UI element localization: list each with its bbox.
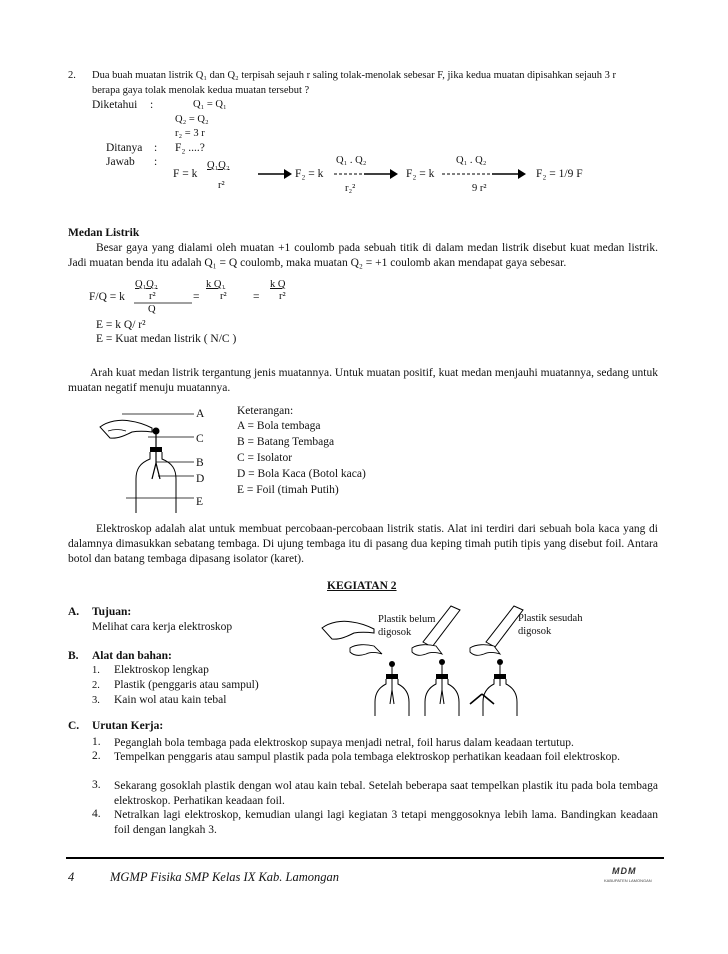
- ditanya-value: F₂ ....?: [175, 142, 205, 154]
- step3-numerator: Q₁ . Q₂: [456, 155, 487, 166]
- e-definition: E = Kuat medan listrik ( N/C ): [96, 333, 237, 345]
- diketahui-colon: :: [150, 99, 154, 111]
- section-a-letter: A.: [68, 606, 80, 618]
- footer-rule: [66, 856, 666, 860]
- step3-denominator: 9 r²: [472, 183, 487, 194]
- b-item: Elektroskop lengkap: [114, 664, 209, 676]
- f3-numerator: k Q: [270, 279, 286, 290]
- label-plastik-sesudah: Plastik sesudah: [518, 613, 583, 624]
- section-a-title: Tujuan:: [92, 606, 132, 618]
- page-number: 4: [68, 870, 75, 884]
- step1-numerator: Q₁Q₂: [207, 160, 230, 171]
- label-plastik-sesudah-2: digosok: [518, 626, 552, 637]
- problem-number: 2.: [68, 70, 76, 81]
- equals-sign: =: [193, 291, 200, 303]
- step4-result: F₂ = 1/9 F: [536, 168, 583, 180]
- step2-denominator: r₂²: [345, 183, 356, 194]
- diagram-letter-a: A: [196, 408, 205, 420]
- equals-sign: =: [253, 291, 260, 303]
- fraction-bar-dashed: [334, 172, 364, 176]
- label-plastik-belum: Plastik belum: [378, 614, 436, 625]
- fraction-bar: [134, 302, 194, 305]
- jawab-colon: :: [154, 156, 158, 168]
- keterangan-item: B = Batang Tembaga: [237, 436, 335, 448]
- arrow-icon: [364, 168, 398, 180]
- b-item: Plastik (penggaris atau sampul): [114, 679, 259, 691]
- step2-numerator: Q₁ . Q₂: [336, 155, 367, 166]
- keterangan-item: A = Bola tembaga: [237, 420, 321, 432]
- footer-logo-sub: KABUPATEN LAMONGAN: [604, 878, 652, 883]
- ditanya-label: Ditanya: [106, 142, 143, 154]
- step2-lhs: F₂ = k: [295, 168, 324, 180]
- given-q2: Q₂ = Q₂: [175, 114, 209, 125]
- diagram-letter-d: D: [196, 473, 205, 485]
- footer-logo: MDM: [612, 866, 637, 876]
- arrow-icon: [492, 168, 526, 180]
- e-formula: E = k Q/ r²: [96, 319, 146, 331]
- c-item: Peganglah bola tembaga pada elektroskop supaya menjadi netral, foil harus dalam keadaan tertutup.: [114, 737, 574, 749]
- section-c-letter: C.: [68, 720, 80, 732]
- diketahui-label: Diketahui: [92, 99, 138, 111]
- section-a-text: Melihat cara kerja elektroskop: [92, 621, 233, 633]
- given-q1: Q₁ = Q₁: [193, 99, 227, 110]
- section-c-title: Urutan Kerja:: [92, 720, 164, 732]
- medan-heading: Medan Listrik: [68, 227, 140, 239]
- kegiatan-title: KEGIATAN 2: [327, 580, 397, 592]
- electroscope-diagram: [86, 405, 196, 515]
- ditanya-colon: :: [154, 142, 158, 154]
- elektroskop-paragraph: Elektroskop adalah alat untuk membuat percobaan-percobaan listrik statis. Alat ini terdiri dari sebuah bola kaca yang di dalamnya dimasukkan sebatang tembaga. Di ujung tembaga itu di pasang dua keping timah putih tipis yang disebut foil. Antara botol dan batang tembaga dipasang isolator (karet).: [68, 523, 658, 565]
- section-b-title: Alat dan bahan:: [92, 650, 172, 662]
- given-r2: r₂ = 3 r: [175, 128, 205, 139]
- keterangan-item: C = Isolator: [237, 452, 293, 464]
- keterangan-title: Keterangan:: [237, 405, 294, 417]
- f1-numerator: Q₁Q₂: [135, 279, 158, 290]
- problem-question-line2: berapa gaya tolak menolak kedua muatan tersebut ?: [92, 85, 310, 96]
- medan-paragraph-2: Arah kuat medan listrik tergantung jenis muatannya. Untuk muatan positif, kuat medan menjauhi muatannya, sedang untuk muatan negatif menuju muatannya.: [68, 367, 658, 394]
- f3-denominator: r²: [279, 291, 286, 302]
- f2-numerator: k Q₁: [206, 279, 226, 290]
- b-item: Kain wol atau kain tebal: [114, 694, 227, 706]
- c-item: Tempelkan penggaris atau sampul plastik pada pola tembaga elektroskop perhatikan keadaan foil elektroskop.: [114, 751, 620, 763]
- step3-lhs: F₂ = k: [406, 168, 435, 180]
- step1-lhs: F = k: [173, 168, 198, 180]
- diagram-letter-c: C: [196, 433, 204, 445]
- f1-lhs: F/Q = k: [89, 291, 125, 303]
- section-b-letter: B.: [68, 650, 79, 662]
- f1-denominator: r²: [149, 291, 156, 302]
- jawab-label: Jawab: [106, 156, 135, 168]
- keterangan-item: E = Foil (timah Putih): [237, 484, 339, 496]
- plastic-experiment-diagram: [320, 606, 560, 716]
- label-plastik-belum-2: digosok: [378, 627, 412, 638]
- step1-denominator: r²: [218, 180, 225, 191]
- arrow-icon: [258, 168, 292, 180]
- c-item: Sekarang gosoklah plastik dengan wol atau kain tebal. Setelah beberapa saat tempelkan plastik itu pada bola tembaga elektroskop. Perhatikan keadaan foil.: [114, 780, 658, 807]
- keterangan-item: D = Bola Kaca (Botol kaca): [237, 468, 366, 480]
- diagram-letter-e: E: [196, 496, 204, 508]
- footer-text: MGMP Fisika SMP Kelas IX Kab. Lamongan: [110, 870, 340, 884]
- medan-paragraph: Besar gaya yang dialami oleh muatan +1 coulomb pada sebuah titik di dalam medan listrik disebut kuat medan listrik. Jadi muatan benda itu adalah Q₁ = Q coulomb, maka muatan Q₂ = +1 coulomb akan mendapat gaya sebesar.: [68, 242, 658, 269]
- diagram-letter-b: B: [196, 457, 204, 469]
- problem-question-line1: Dua buah muatan listrik Q₁ dan Q₂ terpisah sejauh r saling tolak-menolak sebesar F, jika kedua muatan dipisahkan sejauh 3 r: [92, 70, 617, 81]
- f1-denominator-q: Q: [148, 304, 156, 315]
- c-item: Netralkan lagi elektroskop, kemudian ulangi lagi kegiatan 3 tetapi menggosoknya lebih lama. Bandingkan keadaan foil dengan langkah 3.: [114, 809, 658, 836]
- f2-denominator: r²: [220, 291, 227, 302]
